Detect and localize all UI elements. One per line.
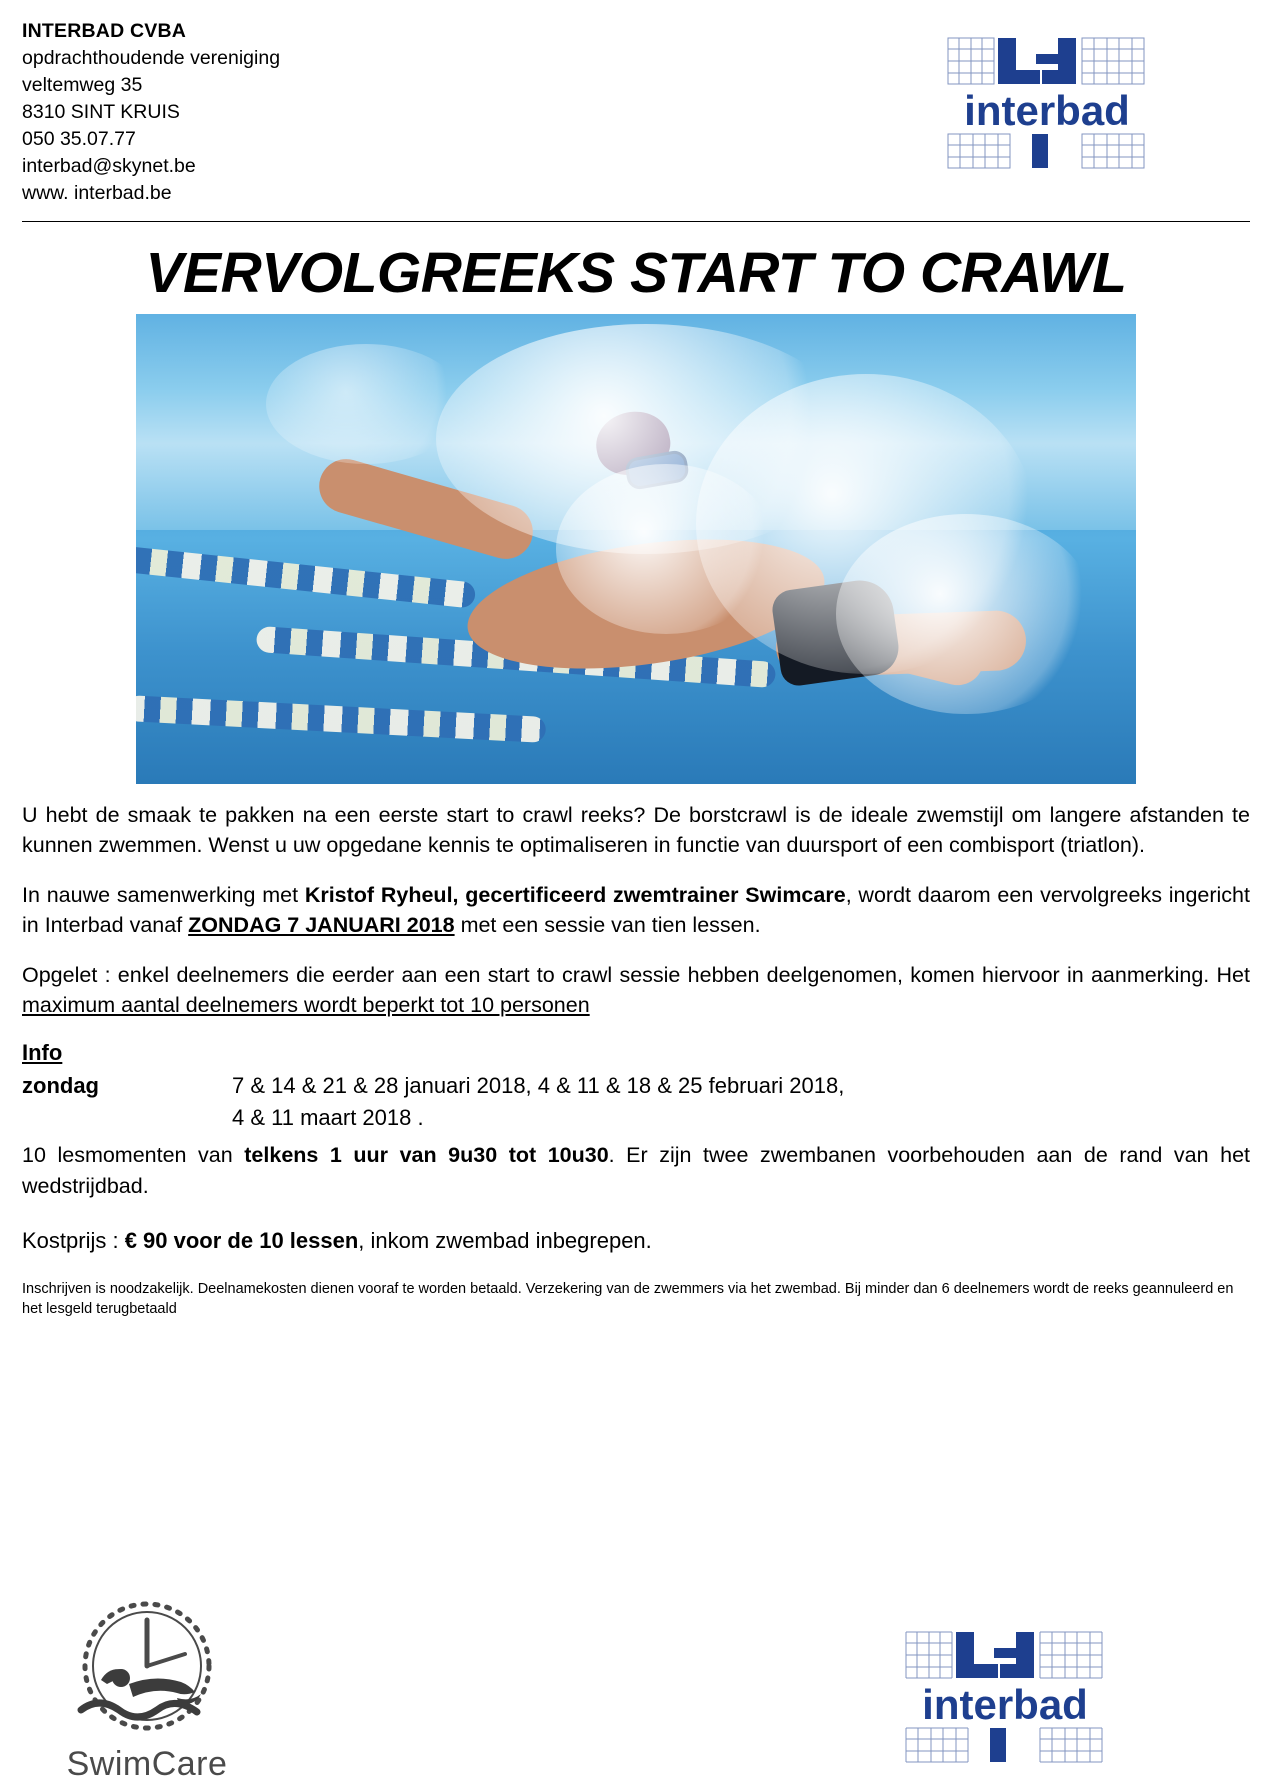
company-address-block	[22, 18, 280, 207]
max-participants: maximum aantal deelnemers wordt beperkt tot 10 personen	[22, 993, 590, 1017]
collab-text-3: met een sessie van tien lessen.	[454, 913, 761, 937]
paragraph-intro: U hebt de smaak te pakken na een eerste start to crawl reeks? De borstcrawl is de ideale zwemstijl om langere afstanden te kunnen zwemmen. Wenst u uw opgedane kennis te optimaliseren in functie van duursport of een combisport (triatlon).	[22, 803, 1250, 857]
header-divider	[22, 221, 1250, 222]
lane-rope	[136, 695, 546, 743]
info-schedule-row	[22, 1070, 1250, 1102]
interbad-logo-icon	[890, 1619, 1120, 1779]
lesson-time: telkens 1 uur van 9u30 tot 10u30	[244, 1143, 609, 1167]
lessons-text-2: . Er zijn twee zwembanen voorbehouden aan de rand van het wedstrijdbad.	[22, 1143, 1251, 1198]
lessons-detail	[22, 1140, 1250, 1202]
water-bubbles	[836, 514, 1096, 714]
email-address: interbad@skynet.be	[22, 155, 196, 177]
paragraph-notice	[22, 960, 1250, 1020]
page-footer	[22, 1574, 1250, 1784]
interbad-logo-text: interbad	[922, 1681, 1088, 1728]
start-date: ZONDAG 7 JANUARI 2018	[188, 913, 455, 937]
company-name: INTERBAD CVBA	[22, 20, 187, 42]
schedule-dates-line-2: 4 & 11 maart 2018 .	[232, 1105, 424, 1130]
price-label: Kostprijs :	[22, 1227, 125, 1253]
price-value: € 90 voor de 10 lessen	[124, 1227, 359, 1253]
price-line	[22, 1224, 1250, 1257]
schedule-day-label: zondag	[22, 1073, 99, 1098]
swimcare-emblem-icon	[37, 1594, 257, 1744]
water-bubbles	[556, 464, 776, 634]
lane-rope	[136, 545, 476, 608]
notice-text: Opgelet : enkel deelnemers die eerder aan een start to crawl sessie hebben deelgenomen, komen hiervoor in aanmerking. Het	[22, 963, 1250, 987]
collab-text-1: In nauwe samenwerking met	[22, 883, 305, 907]
water-bubbles	[266, 344, 466, 464]
trainer-name: Kristof Ryheul, gecertificeerd zwemtrainer Swimcare	[304, 883, 846, 907]
phone-number: 050 35.07.77	[22, 128, 136, 150]
fineprint-text: Inschrijven is noodzakelijk. Deelnamekosten dienen vooraf te worden betaald. Verzekering van de zwemmers via het zwembad. Bij minder dan 6 deelnemers wordt de reeks geannuleerd en het lesgeld terugbetaald	[22, 1280, 1234, 1317]
interbad-logo-icon	[932, 30, 1162, 180]
page-header	[22, 0, 1250, 207]
schedule-dates-line-1: 7 & 14 & 21 & 28 januari 2018, 4 & 11 & 18 & 25 februari 2018,	[232, 1073, 845, 1098]
swimcare-logo	[22, 1594, 272, 1784]
collab-text-2: , wordt daarom een vervolgreeks ingericht in Interbad vanaf	[22, 883, 1250, 937]
lessons-text-1: 10 lesmomenten van	[22, 1143, 245, 1167]
address-line-2: veltemweg 35	[22, 74, 143, 96]
website-url: www. interbad.be	[22, 182, 172, 204]
interbad-logo-text: interbad	[964, 87, 1130, 134]
paragraph-collaboration	[22, 880, 1250, 940]
price-note: , inkom zwembad inbegrepen.	[358, 1227, 652, 1253]
address-line-1: opdrachthoudende vereniging	[22, 47, 281, 69]
page-title: VERVOLGREEKS START TO CRAWL	[145, 241, 1127, 305]
interbad-logo-header	[932, 30, 1162, 185]
interbad-logo-footer	[890, 1619, 1120, 1784]
content-body	[22, 800, 1250, 1319]
info-heading: Info	[22, 1040, 63, 1065]
swimmer-photo	[136, 314, 1136, 784]
swimcare-label: SwimCare	[66, 1745, 228, 1783]
address-line-3: 8310 SINT KRUIS	[22, 101, 180, 123]
